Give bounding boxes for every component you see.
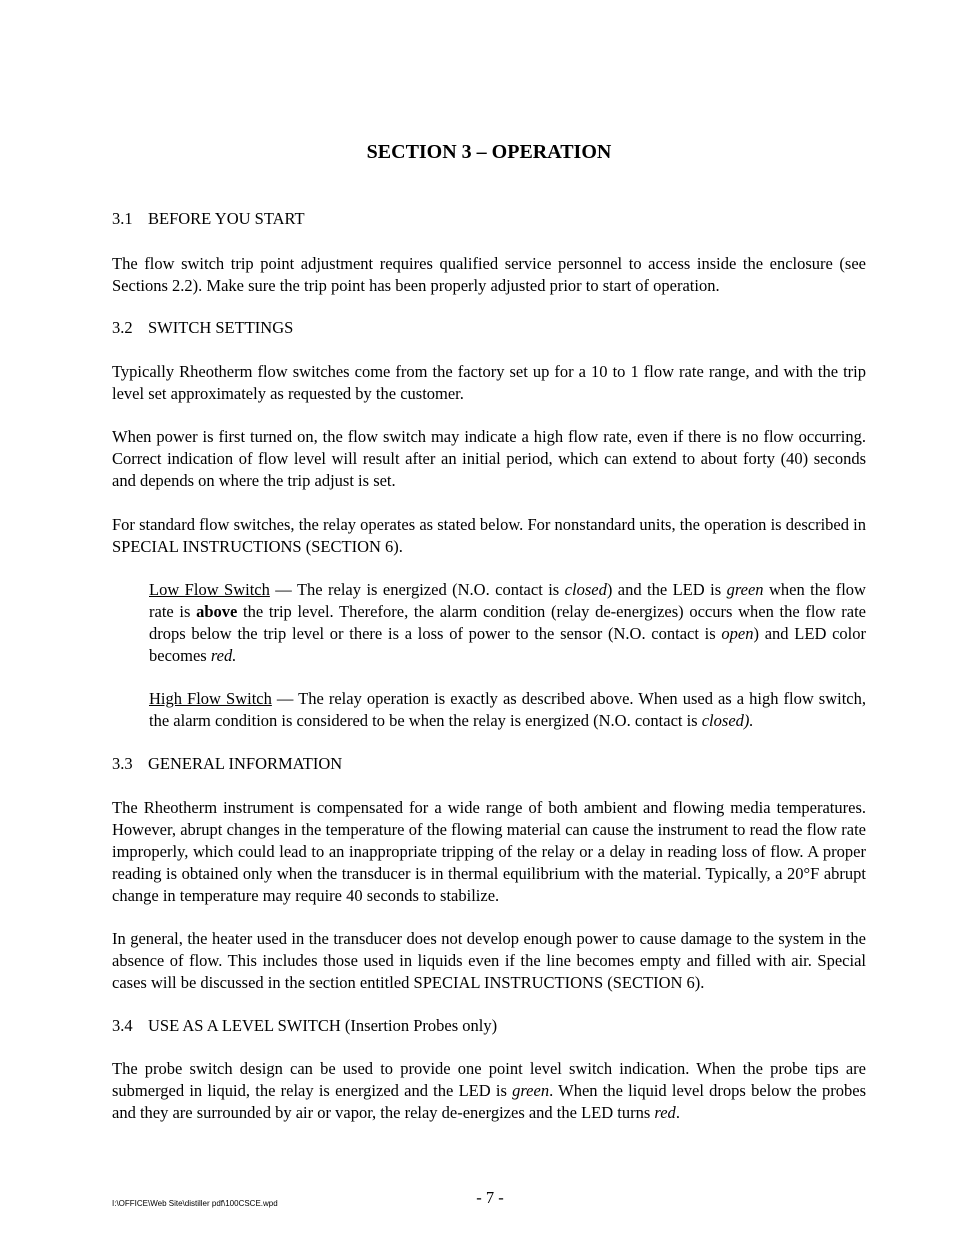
paragraph-power-on: When power is first turned on, the flow switch may indicate a high flow rate, even if there is no flow occurring. Correct indication of flow level will result after an initial period, which can extend to about forty (40) seconds and depends on where the trip adjust is set. — [112, 427, 866, 490]
italic-run: open — [721, 624, 754, 643]
text-run: ) and LED color becomes — [149, 624, 866, 665]
text-run: The probe switch design can be used to provide one point level switch indication. When the probe tips are submerged in liquid, the relay is energized and the LED is — [112, 1059, 866, 1100]
section-number: 3.4 — [112, 1016, 133, 1035]
text-run: — The relay operation is exactly as described above. When used as a high flow switch, the alarm condition is considered to be when the relay is energized (N.O. contact is — [149, 689, 867, 730]
section-heading-3-3 — [112, 753, 866, 775]
section-number: 3.1 — [112, 209, 133, 228]
paragraph-low-flow-switch — [149, 579, 866, 667]
section-title: BEFORE YOU START — [148, 209, 305, 228]
italic-run: green — [726, 580, 764, 599]
section-heading-3-4 — [112, 1015, 866, 1037]
paragraph-high-flow-switch — [149, 688, 866, 732]
paragraph-standard-switches: For standard flow switches, the relay operates as stated below. For nonstandard units, the operation is described in SPECIAL INSTRUCTIONS (SECTION 6). — [112, 515, 866, 556]
italic-run: red — [654, 1103, 676, 1122]
italic-run: closed — [564, 580, 607, 599]
section-title: USE AS A LEVEL SWITCH (Insertion Probes only) — [148, 1016, 498, 1035]
text-run: . — [675, 1103, 680, 1122]
italic-run: closed). — [701, 711, 754, 730]
bold-run: above — [196, 602, 238, 621]
section-title: SWITCH SETTINGS — [148, 318, 294, 337]
footer-file-path: I:\OFFICE\Web Site\distiller pdf\100CSCE.wpd — [112, 1199, 278, 1208]
low-flow-switch-label: Low Flow Switch — [149, 580, 270, 599]
section-number: 3.2 — [112, 318, 133, 337]
paragraph-level-switch — [112, 1058, 866, 1124]
paragraph-before-start: The flow switch trip point adjustment requires qualified service personnel to access inside the enclosure (see Sections 2.2). Make sure the trip point has been properly adjusted prior to start of operation. — [112, 254, 866, 295]
section-heading-3-2 — [112, 317, 866, 339]
page-number: - 7 - — [476, 1188, 504, 1207]
italic-run: green — [512, 1081, 550, 1100]
text-run: — The relay is energized (N.O. contact is — [269, 580, 565, 599]
text-run: the trip level. Therefore, the alarm condition (relay de-energizes) occurs when the flow rate drops below the trip level or there is a loss of power to the sensor (N.O. contact is — [149, 602, 866, 643]
page-title: SECTION 3 – OPERATION — [366, 141, 612, 163]
paragraph-switch-settings: Typically Rheotherm flow switches come from the factory set up for a 10 to 1 flow rate range, and with the trip level set approximately as requested by the customer. — [112, 362, 866, 403]
paragraph-heater: In general, the heater used in the transducer does not develop enough power to cause damage to the system in the absence of flow. This includes those used in liquids even if the line becomes empty and filled with air. Special cases will be discussed in the section entitled SPECIAL INSTRUCTIONS (SECTION 6). — [112, 929, 866, 992]
section-number: 3.3 — [112, 754, 133, 773]
section-title: GENERAL INFORMATION — [148, 754, 343, 773]
text-run: . When the liquid level drops below the probes and they are surrounded by air or vapor, the relay de-energizes and the LED turns — [112, 1081, 866, 1122]
section-heading-3-1 — [112, 208, 866, 230]
italic-run: red. — [210, 646, 237, 665]
high-flow-switch-label: High Flow Switch — [149, 689, 272, 708]
text-run: ) and the LED is — [606, 580, 727, 599]
paragraph-general-info: The Rheotherm instrument is compensated for a wide range of both ambient and flowing media temperatures. However, abrupt changes in the temperature of the flowing material can cause the instrument to read the flow rate improperly, which could lead to an inappropriate tripping of the relay or a delay in reading loss of flow. A proper reading is obtained only when the transducer is in thermal equilibrium with the material. Typically, a 20°F abrupt change in temperature may require 40 seconds to stabilize. — [112, 798, 866, 905]
text-run: when the flow rate is — [149, 580, 866, 621]
